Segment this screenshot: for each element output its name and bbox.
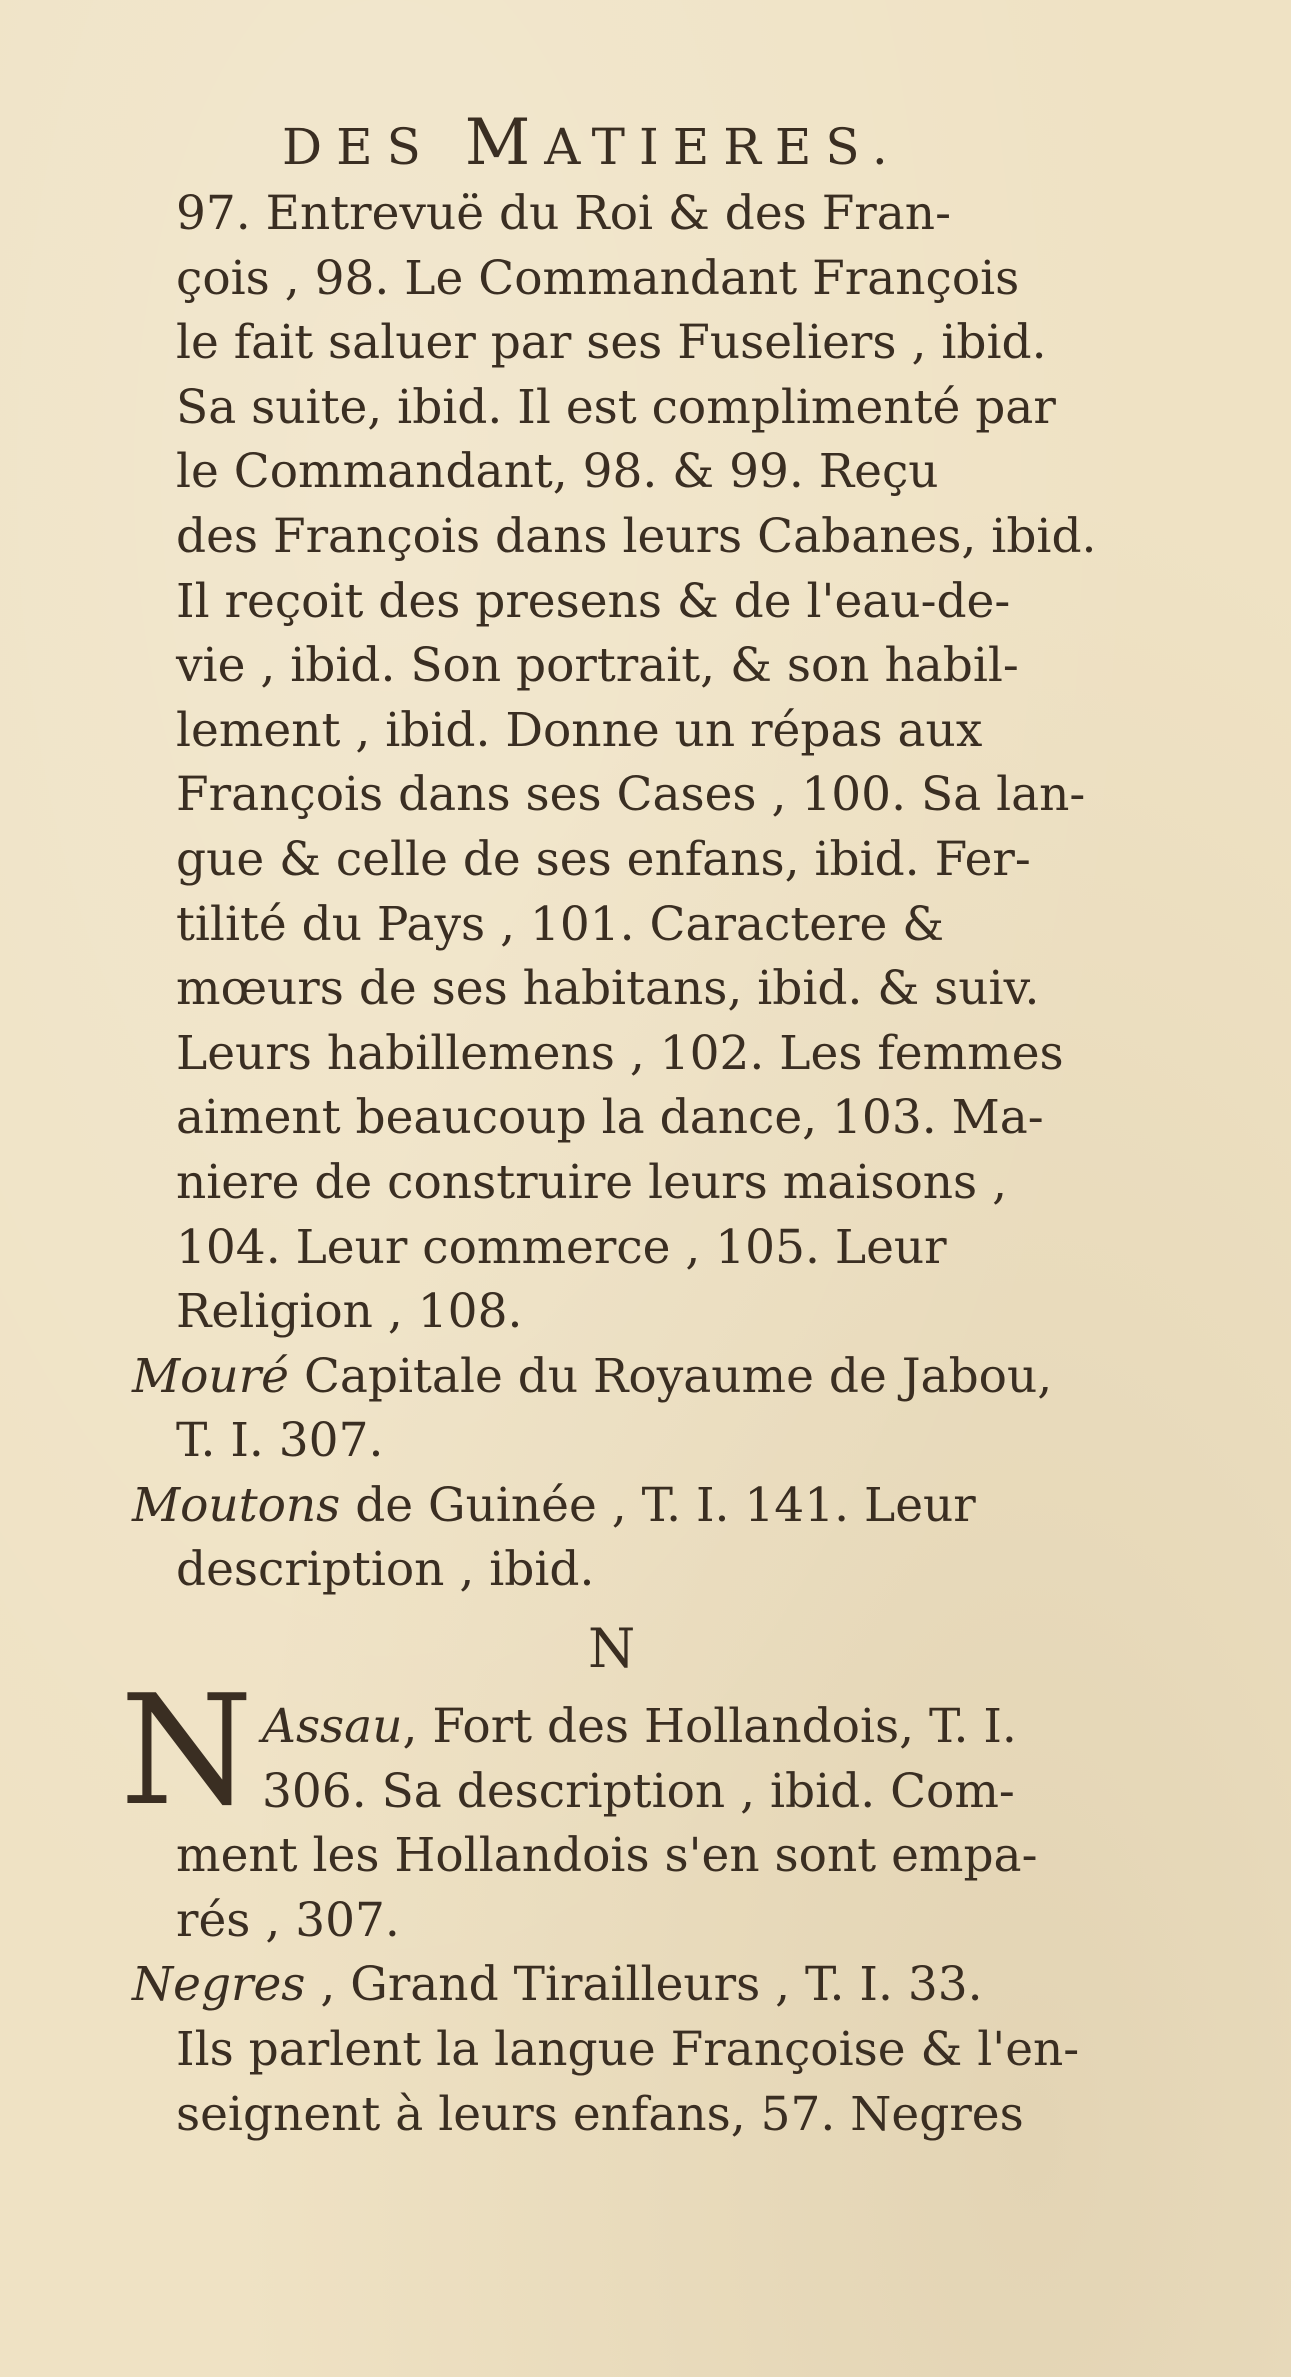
entry-moure-text: Capitale du Royaume de Jabou, (303, 1348, 1053, 1404)
entry-nassau-line3: ment les Hollandois s'en sont empa- (176, 1828, 1038, 1884)
entry-moure-line2: T. I. 307. (176, 1413, 384, 1469)
entry-nassau (182, 1695, 1116, 1760)
entry-moutons-text: de Guinée , T. I. 141. Leur (355, 1477, 976, 1533)
index-line: le fait saluer par ses Fuseliers , ibid. (176, 315, 1047, 371)
index-line: tilité du Pays , 101. Caractere & (176, 896, 945, 952)
index-column-part2 (132, 1695, 1116, 2147)
entry-negres-text: , Grand Tirailleurs , T. I. 33. (320, 1957, 983, 2013)
index-line: Leurs habillemens , 102. Les femmes (176, 1025, 1064, 1081)
index-line: lement , ibid. Donne un répas aux (176, 702, 983, 758)
index-column-part1 (132, 182, 1116, 1603)
entry-negres-head: Negres (132, 1957, 306, 2013)
index-line: mœurs de ses habitans, ibid. & suiv. (176, 961, 1040, 1017)
index-line: des François dans leurs Cabanes, ibid. (176, 508, 1097, 564)
running-head (282, 108, 982, 182)
entry-moure (132, 1345, 1116, 1410)
entry-nassau-line2: 306. Sa description , ibid. Com- (262, 1763, 1015, 1819)
drop-cap: N (120, 1662, 253, 1839)
index-line: 104. Leur commerce , 105. Leur (176, 1219, 947, 1275)
entry-moure-head: Mouré (132, 1348, 289, 1404)
entry-negres (132, 1953, 1116, 2018)
index-line: vie , ibid. Son portrait, & son habil- (176, 638, 1019, 694)
section-letter: N (588, 1617, 636, 1680)
entry-negres-line3: seignent à leurs enfans, 57. Negres (176, 2086, 1024, 2142)
entry-moutons-line2: description , ibid. (176, 1542, 595, 1598)
entry-nassau-line4: rés , 307. (176, 1892, 400, 1948)
index-line: niere de construire leurs maisons , (176, 1154, 1008, 1210)
entry-nassau-head: Assau (262, 1699, 403, 1754)
index-line: François dans ses Cases , 100. Sa lan- (176, 767, 1086, 823)
running-head-rest: ATIERES. (544, 118, 902, 176)
entry-moutons-head: Moutons (132, 1477, 341, 1533)
entry-moutons (132, 1474, 1116, 1539)
index-line: Sa suite, ibid. Il est complimenté par (176, 379, 1056, 435)
entry-nassau-text: , Fort des Hollandois, T. I. (402, 1699, 1017, 1754)
index-line: çois , 98. Le Commandant François (176, 250, 1020, 306)
index-line: Religion , 108. (176, 1284, 523, 1340)
index-line: 97. Entrevuë du Roi & des Fran- (176, 186, 951, 241)
running-head-big-letter: M (464, 106, 545, 180)
index-line: Il reçoit des presens & de l'eau-de- (176, 573, 1011, 629)
index-line: le Commandant, 98. & 99. Reçu (176, 444, 939, 500)
index-line: aiment beaucoup la dance, 103. Ma- (176, 1090, 1044, 1146)
index-line: gue & celle de ses enfans, ibid. Fer- (176, 831, 1031, 887)
entry-negres-line2: Ils parlent la langue Françoise & l'en- (176, 2021, 1080, 2077)
running-head-prefix: DES (282, 118, 435, 176)
